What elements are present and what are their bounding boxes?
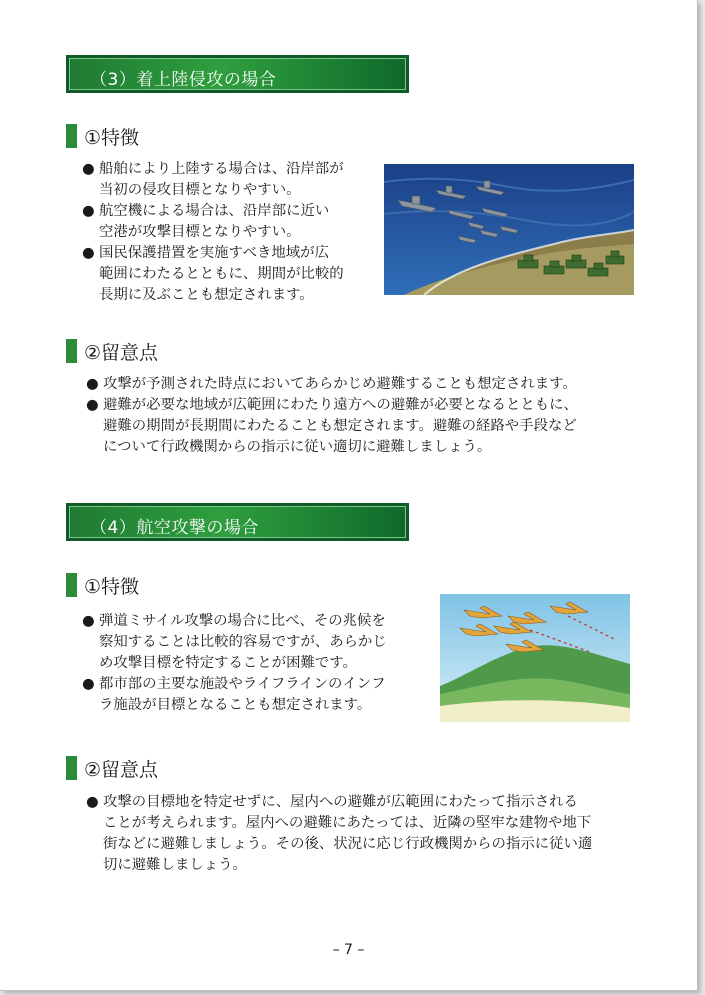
section-3-notes-list bbox=[86, 374, 578, 458]
heading-bar bbox=[66, 124, 77, 148]
bullet-icon: ● bbox=[82, 161, 95, 177]
bullet-line: ラ施設が目標となることも想定されます。 bbox=[99, 697, 372, 713]
ships-landing-illustration bbox=[384, 164, 634, 295]
bullet-item bbox=[82, 674, 387, 716]
bullet-icon: ● bbox=[82, 203, 95, 219]
bullet-line: め攻撃目標を特定することが困難です。 bbox=[99, 655, 357, 671]
section-3-feature-heading-text: ①特徴 bbox=[84, 127, 140, 149]
bullet-line: 切に避難しましょう。 bbox=[103, 857, 247, 873]
bullet-line: 範囲にわたるとともに、期間が比較的 bbox=[99, 266, 344, 282]
bullet-line: 当初の侵攻目標となりやすい。 bbox=[99, 182, 301, 198]
heading-bar bbox=[66, 573, 77, 597]
heading-bar bbox=[66, 756, 77, 780]
bullet-item bbox=[82, 159, 344, 201]
section-4-title: （4）航空攻撃の場合 bbox=[90, 518, 259, 538]
bullet-item bbox=[82, 243, 344, 306]
bullet-icon: ● bbox=[82, 676, 95, 692]
section-4-feature-heading-text: ①特徴 bbox=[84, 576, 140, 598]
bullet-line: 船舶により上陸する場合は、沿岸部が bbox=[99, 161, 344, 177]
bullet-icon: ● bbox=[86, 397, 99, 413]
bullet-line: 攻撃の目標地を特定せずに、屋内への避難が広範囲にわたって指示される bbox=[103, 794, 578, 810]
bullet-item bbox=[86, 395, 578, 458]
section-3-title: （3）着上陸侵攻の場合 bbox=[90, 70, 277, 90]
section-4-feature-list bbox=[82, 611, 387, 716]
section-4-banner bbox=[66, 503, 409, 541]
section-3-notes-heading-text: ②留意点 bbox=[84, 342, 159, 364]
bullet-line: ことが考えられます。屋内への避難にあたっては、近隣の堅牢な建物や地下 bbox=[103, 815, 592, 831]
section-3-feature-list bbox=[82, 159, 344, 306]
bullet-icon: ● bbox=[82, 613, 95, 629]
page-number: – 7 – bbox=[332, 942, 365, 958]
bullet-line: について行政機関からの指示に従い適切に避難しましょう。 bbox=[103, 439, 492, 455]
bullet-line: 都市部の主要な施設やライフラインのインフ bbox=[99, 676, 386, 692]
aircraft-attack-illustration bbox=[440, 594, 630, 722]
bullet-item bbox=[86, 374, 578, 395]
section-4-notes-heading-text: ②留意点 bbox=[84, 759, 159, 781]
bullet-line: 察知することは比較的容易ですが、あらかじ bbox=[99, 634, 387, 650]
bullet-icon: ● bbox=[86, 794, 99, 810]
bullet-line: 航空機による場合は、沿岸部に近い bbox=[99, 203, 330, 219]
bullet-icon: ● bbox=[86, 376, 99, 392]
bullet-line: 避難が必要な地域が広範囲にわたり遠方への避難が必要となるとともに、 bbox=[103, 397, 578, 413]
bullet-line: 攻撃が予測された時点においてあらかじめ避難することも想定されます。 bbox=[103, 376, 577, 392]
bullet-icon: ● bbox=[82, 245, 95, 261]
bullet-item bbox=[82, 611, 387, 674]
section-3-banner bbox=[66, 55, 409, 93]
bullet-line: 長期に及ぶことも想定されます。 bbox=[99, 287, 314, 303]
bullet-line: 弾道ミサイル攻撃の場合に比べ、その兆候を bbox=[99, 613, 386, 629]
bullet-line: 空港が攻撃目標となりやすい。 bbox=[99, 224, 301, 240]
bullet-item bbox=[82, 201, 344, 243]
heading-bar bbox=[66, 339, 77, 363]
bullet-line: 国民保護措置を実施すべき地域が広 bbox=[99, 245, 329, 261]
bullet-line: 避難の期間が長期間にわたることも想定されます。避難の経路や手段など bbox=[103, 418, 577, 434]
section-4-notes-list bbox=[86, 792, 592, 876]
bullet-item bbox=[86, 792, 592, 876]
bullet-line: 街などに避難しましょう。その後、状況に応じ行政機関からの指示に従い適 bbox=[103, 836, 593, 852]
